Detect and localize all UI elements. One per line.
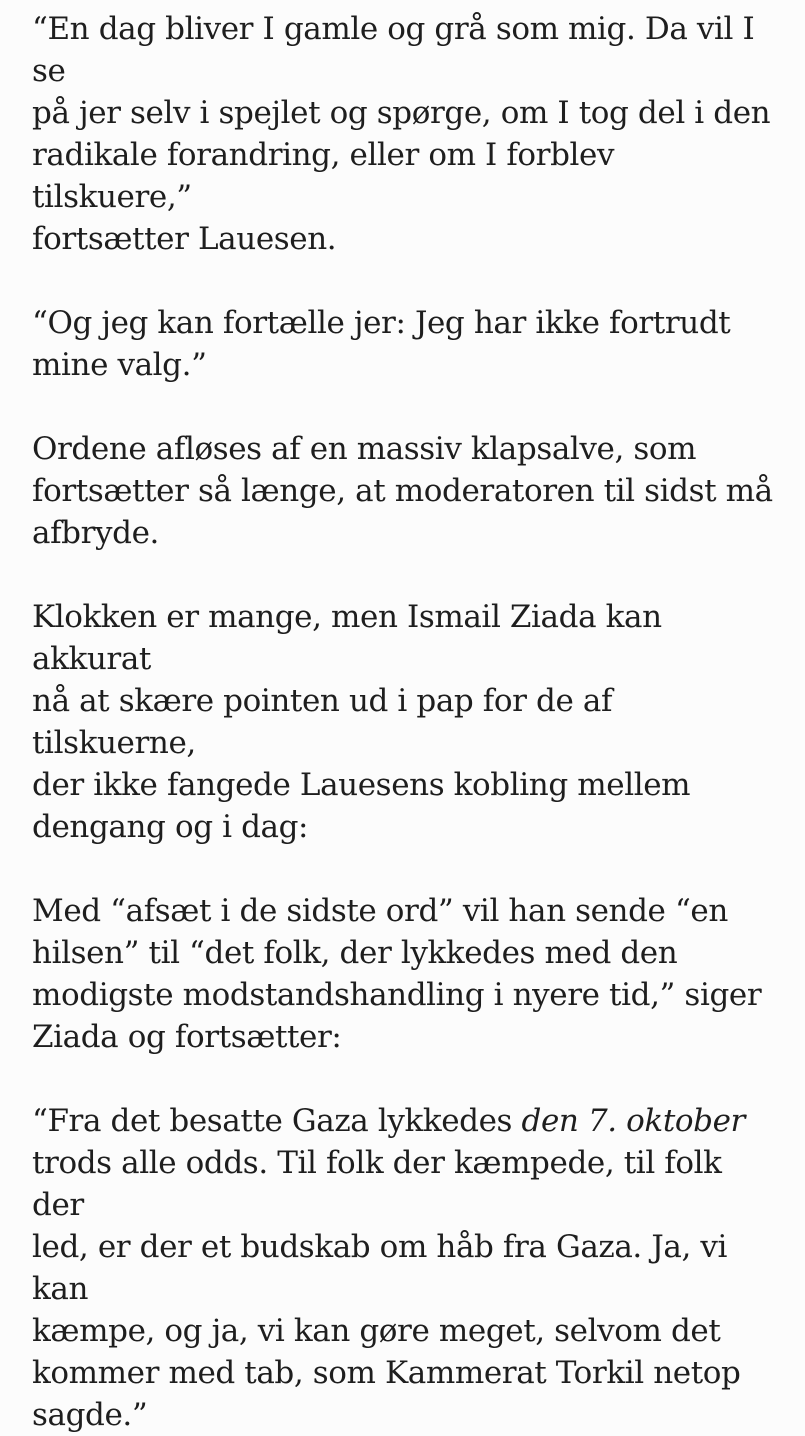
text-line: Med “afsæt i de sidste ord” vil han sende “en (32, 893, 728, 929)
text-line: Klokken er mange, men Ismail Ziada kan akkurat (32, 599, 662, 677)
text-line: mine valg.” (32, 347, 207, 383)
text-line: modigste modstandshandling i nyere tid,” siger (32, 977, 762, 1013)
text-line: på jer selv i spejlet og spørge, om I tog del i den (32, 95, 771, 131)
text-line: dengang og i dag: (32, 809, 309, 845)
text-line: sagde.” (32, 1397, 148, 1433)
paragraph-5 (32, 890, 781, 1058)
text-line: trods alle odds. Til folk der kæmpede, til folk der (32, 1145, 722, 1223)
paragraph-2 (32, 302, 781, 386)
text-line: radikale forandring, eller om I forblev tilskuere,” (32, 137, 615, 215)
text-line: fortsætter Lauesen. (32, 221, 337, 257)
text-line: fortsætter så længe, at moderatoren til sidst må (32, 473, 773, 509)
italic-date: den 7. oktober (521, 1103, 745, 1139)
paragraph-4 (32, 596, 781, 848)
text-line: nå at skære pointen ud i pap for de af tilskuerne, (32, 683, 613, 761)
text-line: kommer med tab, som Kammerat Torkil netop (32, 1355, 741, 1391)
paragraph-1 (32, 8, 781, 260)
text-line: led, er der et budskab om håb fra Gaza. Ja, vi kan (32, 1229, 727, 1307)
text-line: Ziada og fortsætter: (32, 1019, 342, 1055)
paragraph-6 (32, 1100, 781, 1436)
text-line: “En dag bliver I gamle og grå som mig. Da vil I se (32, 11, 755, 89)
text-line: Ordene afløses af en massiv klapsalve, som (32, 431, 697, 467)
text-line: kæmpe, og ja, vi kan gøre meget, selvom det (32, 1313, 721, 1349)
text-line: “Og jeg kan fortælle jer: Jeg har ikke fortrudt (32, 305, 731, 341)
paragraph-3 (32, 428, 781, 554)
text-line: “Fra det besatte Gaza lykkedes (32, 1103, 522, 1139)
text-line: der ikke fangede Lauesens kobling mellem (32, 767, 691, 803)
text-line: hilsen” til “det folk, der lykkedes med den (32, 935, 678, 971)
text-line: afbryde. (32, 515, 159, 551)
